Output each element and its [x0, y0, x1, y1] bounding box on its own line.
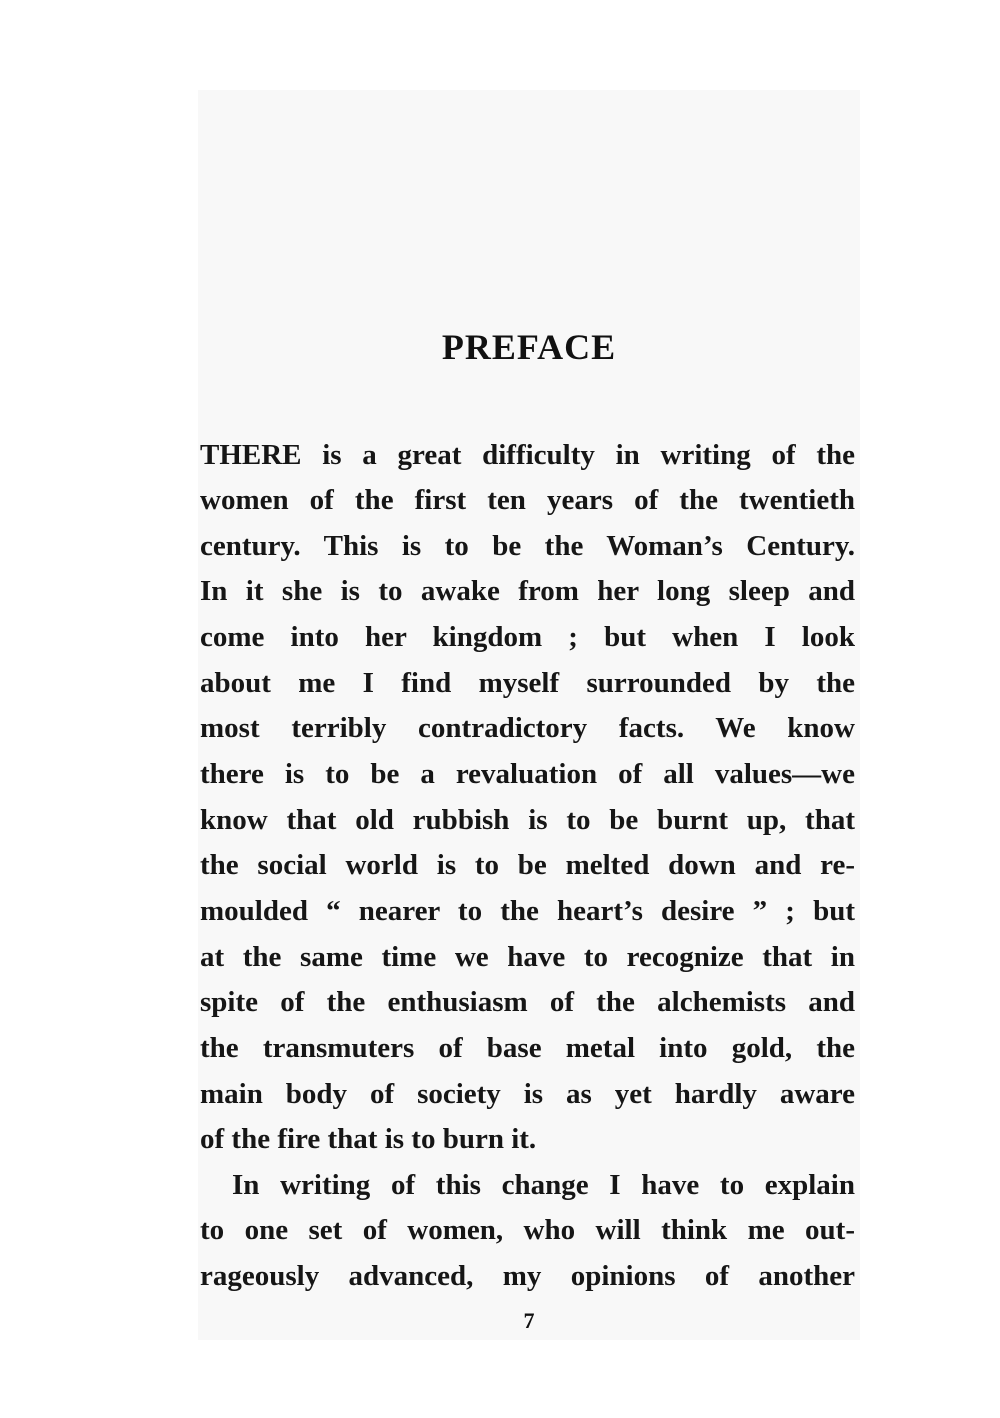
text-line: In writing of this change I have to explain: [232, 1169, 855, 1201]
text-line: women of the first ten years of the twentieth: [200, 484, 855, 516]
text-line: there is to be a revaluation of all values—we: [200, 758, 855, 790]
text-line: spite of the enthusiasm of the alchemists and: [200, 986, 855, 1018]
text-line: of the fire that is to burn it.: [200, 1123, 537, 1155]
text-line: century. This is to be the Woman’s Century.: [200, 530, 855, 562]
text-line: the transmuters of base metal into gold, the: [200, 1032, 855, 1064]
text-line: come into her kingdom ; but when I look: [200, 621, 855, 653]
text-line: most terribly contradictory facts. We know: [200, 712, 855, 744]
text-line: at the same time we have to recognize that in: [200, 941, 855, 973]
text-line: In it she is to awake from her long sleep and: [200, 575, 855, 607]
text-line: to one set of women, who will think me out-: [200, 1214, 855, 1246]
text-line: know that old rubbish is to be burnt up, that: [200, 804, 855, 836]
page-number: 7: [523, 1308, 535, 1333]
text-line: the social world is to be melted down and re-: [200, 849, 855, 881]
page-title: PREFACE: [441, 327, 617, 367]
text-line: THERE is a great difficulty in writing of the: [200, 439, 855, 471]
lead-word: THERE: [200, 439, 302, 471]
text-line: main body of society is as yet hardly aware: [200, 1078, 855, 1110]
text-line: about me I find myself surrounded by the: [200, 667, 855, 699]
text-line: moulded “ nearer to the heart’s desire ” ; but: [200, 895, 855, 927]
text-line: rageously advanced, my opinions of another: [200, 1260, 855, 1292]
